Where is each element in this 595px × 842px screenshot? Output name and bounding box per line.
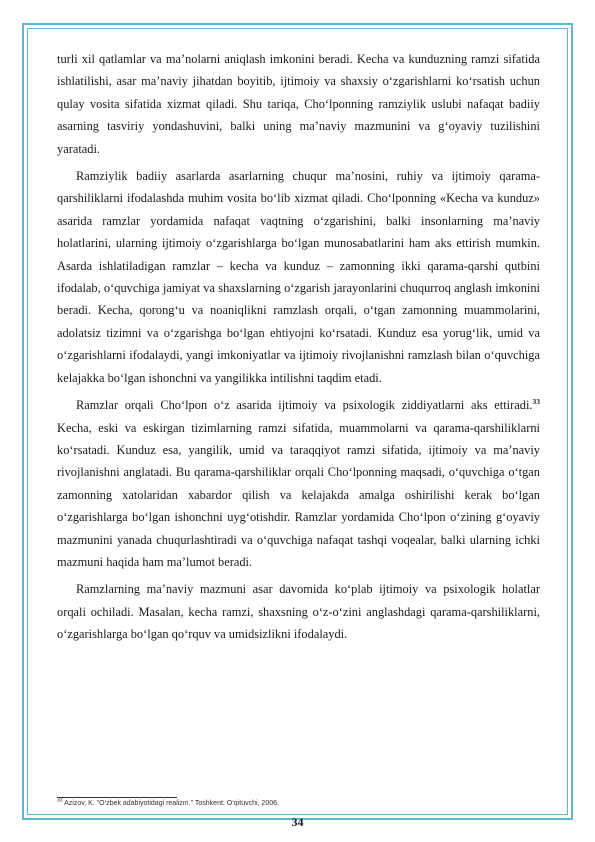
footnote-divider: [57, 797, 177, 798]
body-text: [57, 48, 540, 646]
paragraph-3-lead: Ramzlar orqali Cho‘lpon o‘z asarida ijtimoiy va psixologik ziddiyatlarni aks ettiradi.: [76, 398, 533, 413]
footnote: [57, 797, 279, 807]
paragraph-3-rest: Kecha, eski va eskirgan tizimlarning ramzi sifatida, muammolarni va qarama-qarshiliklarni ko‘rsatadi. Kunduz esa, yangilik, umid va taraqqiyot ramzi sifatida, ijtimoiy va ma’naviy rivojlanishni anglatadi. Bu qarama-qarshiliklar orqali Cho‘lponning maqsadi, o‘quvchiga o‘tgan zamonning xatolaridan xabardor qilish va kelajakda amalga oshirilishi kerak bo‘lgan o‘zgarishlarga bo‘lgan ishonchni uyg‘otishdir. Ramzlar yordamida Cho‘lpon o‘zining g‘oyaviy mazmunini yanada chuqurlashtiradi va o‘quvchiga nafaqat tashqi voqealar, balki ularning ichki mazmuni haqida ham ma’lumot beradi.: [57, 420, 540, 569]
footnote-reference[interactable]: 33: [532, 396, 540, 406]
footnote-number: 33: [57, 797, 63, 804]
page-number: 34: [291, 815, 304, 829]
paragraph-2: Ramziylik badiiy asarlarda asarlarning chuqur ma’nosini, ruhiy va ijtimoiy qarama-qarshiliklarni ifodalashda muhim vosita bo‘lib xizmat qiladi. Cho‘lponning «Kecha va kunduz» asarida ramzlar yordamida nafaqat vaqtning o‘zgarishini, balki insonlarning ma’naviy holatlarini, ularning ijtimoiy o‘zgarishlarga bo‘lgan munosabatlarini ham aks ettirish mumkin. Asarda ishlatiladigan ramzlar – kecha va kunduz – zamonning ikki qarama-qarshi qutbini ifodalab, o‘quvchiga jamiyat va shaxslarning o‘zgarish jarayonlarini chuqurroq anglash imkonini beradi. Kecha, qorong‘u va noaniqlikni ramzlash orqali, o‘tgan zamonning muammolarini, adolatsiz tizimni va o‘zgarishga bo‘lgan ehtiyojni ko‘rsatadi. Kunduz esa yorug‘lik, umid va o‘zgarishlarni ifodalaydi, yangi imkoniyatlar va ijtimoiy rivojlanishni ramzlash bilan o‘quvchiga kelajakka bo‘lgan ishonchni va yangilikka intilishni taqdim etadi.: [57, 169, 540, 385]
paragraph-4: Ramzlarning ma’naviy mazmuni asar davomida ko‘plab ijtimoiy va psixologik holatlar orqali ochiladi. Masalan, kecha ramzi, shaxsning o‘z-o‘zini anglashdagi qarama-qarshiliklarni, o‘zgarishlarga bo‘lgan qo‘rquv va umidsizlikni ifodalaydi.: [57, 582, 540, 642]
footnote-text: Azizov, K. "O‘zbek adabiyotidagi realizm." Toshkent: O‘qituvchi, 2006.: [62, 800, 279, 807]
paragraph-3: [57, 394, 540, 573]
paragraph-1: turli xil qatlamlar va ma’nolarni aniqlash imkonini beradi. Kecha va kunduzning ramzi sifatida ishlatilishi, asar ma’naviy jihatdan boyitib, ijtimoiy va shaxsiy o‘zgarishlarni ko‘rsatish uchun qulay vosita sifatida xizmat qiladi. Shu tariqa, Cho‘lponning ramziylik uslubi nafaqat badiiy asarning tasviriy yondashuvini, balki uning ma’naviy mazmunini va g‘oyaviy tuzilishini yaratadi.: [57, 52, 540, 156]
